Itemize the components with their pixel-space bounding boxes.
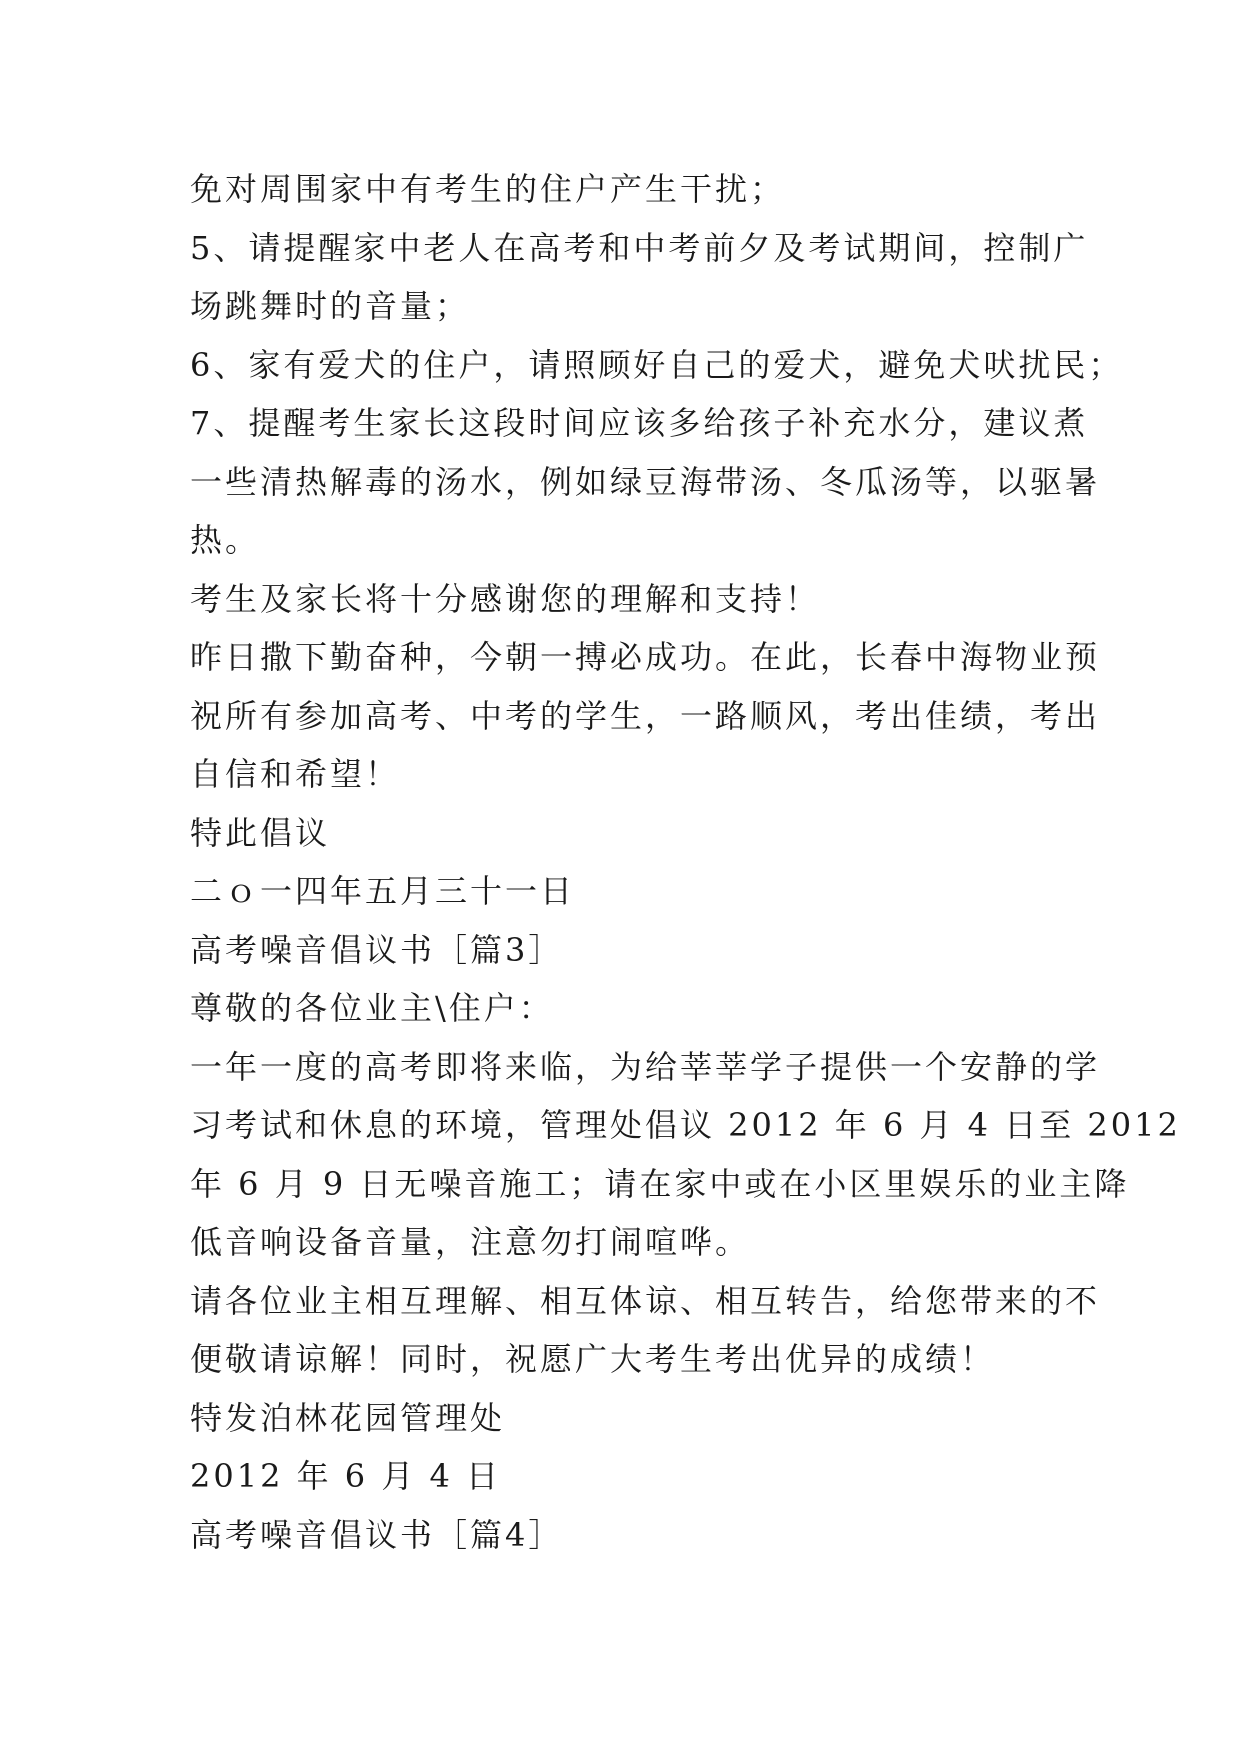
list-item-7-cont: 一些清热解毒的汤水，例如绿豆海带汤、冬瓜汤等，以驱暑 — [190, 462, 1101, 501]
section-heading: 高考噪音倡议书［篇3］ — [190, 930, 564, 969]
blessing-line: 昨日撒下勤奋种，今朝一搏必成功。在此，长春中海物业预 — [190, 638, 1101, 676]
blessing-line-cont: 祝所有参加高考、中考的学生，一路顺风，考出佳绩，考出 — [190, 696, 1101, 735]
date-line: 二ｏ一四年五月三十一日 — [190, 872, 576, 910]
list-item-5: 5、请提醒家中老人在高考和中考前夕及考试期间，控制广 — [190, 228, 1089, 267]
paragraph-line: 请各位业主相互理解、相互体谅、相互转告，给您带来的不 — [190, 1281, 1101, 1320]
list-item-7: 7、提醒考生家长这段时间应该多给孩子补充水分，建议煮 — [190, 404, 1089, 442]
paragraph-line: 年 6 月 9 日无噪音施工；请在家中或在小区里娱乐的业主降 — [190, 1164, 1130, 1203]
closing-line: 特此倡议 — [190, 813, 331, 852]
section-heading: 高考噪音倡议书［篇4］ — [190, 1515, 564, 1554]
salutation: 尊敬的各位业主\住户： — [190, 989, 554, 1027]
list-item-6: 6、家有爱犬的住户，请照顾好自己的爱犬，避免犬吠扰民； — [190, 345, 1124, 384]
paragraph-line: 便敬请谅解！同时，祝愿广大考生考出优异的成绩！ — [190, 1340, 996, 1378]
signature-line: 特发泊林花园管理处 — [190, 1398, 506, 1437]
paragraph-line: 低音响设备音量，注意勿打闹喧哗。 — [190, 1223, 751, 1261]
thanks-line: 考生及家长将十分感谢您的理解和支持！ — [190, 579, 821, 618]
blessing-line-cont: 自信和希望！ — [190, 755, 401, 793]
date-line: 2012 年 6 月 4 日 — [190, 1457, 502, 1495]
list-item-5-cont: 场跳舞时的音量； — [190, 287, 471, 325]
document-body — [190, 160, 1181, 1564]
paragraph-line: 免对周围家中有考生的住户产生干扰； — [190, 170, 786, 208]
paragraph-line: 习考试和休息的环境，管理处倡议 2012 年 6 月 4 日至 2012 — [190, 1106, 1181, 1144]
list-item-7-cont: 热。 — [190, 521, 261, 559]
paragraph-line: 一年一度的高考即将来临，为给莘莘学子提供一个安静的学 — [190, 1047, 1101, 1086]
